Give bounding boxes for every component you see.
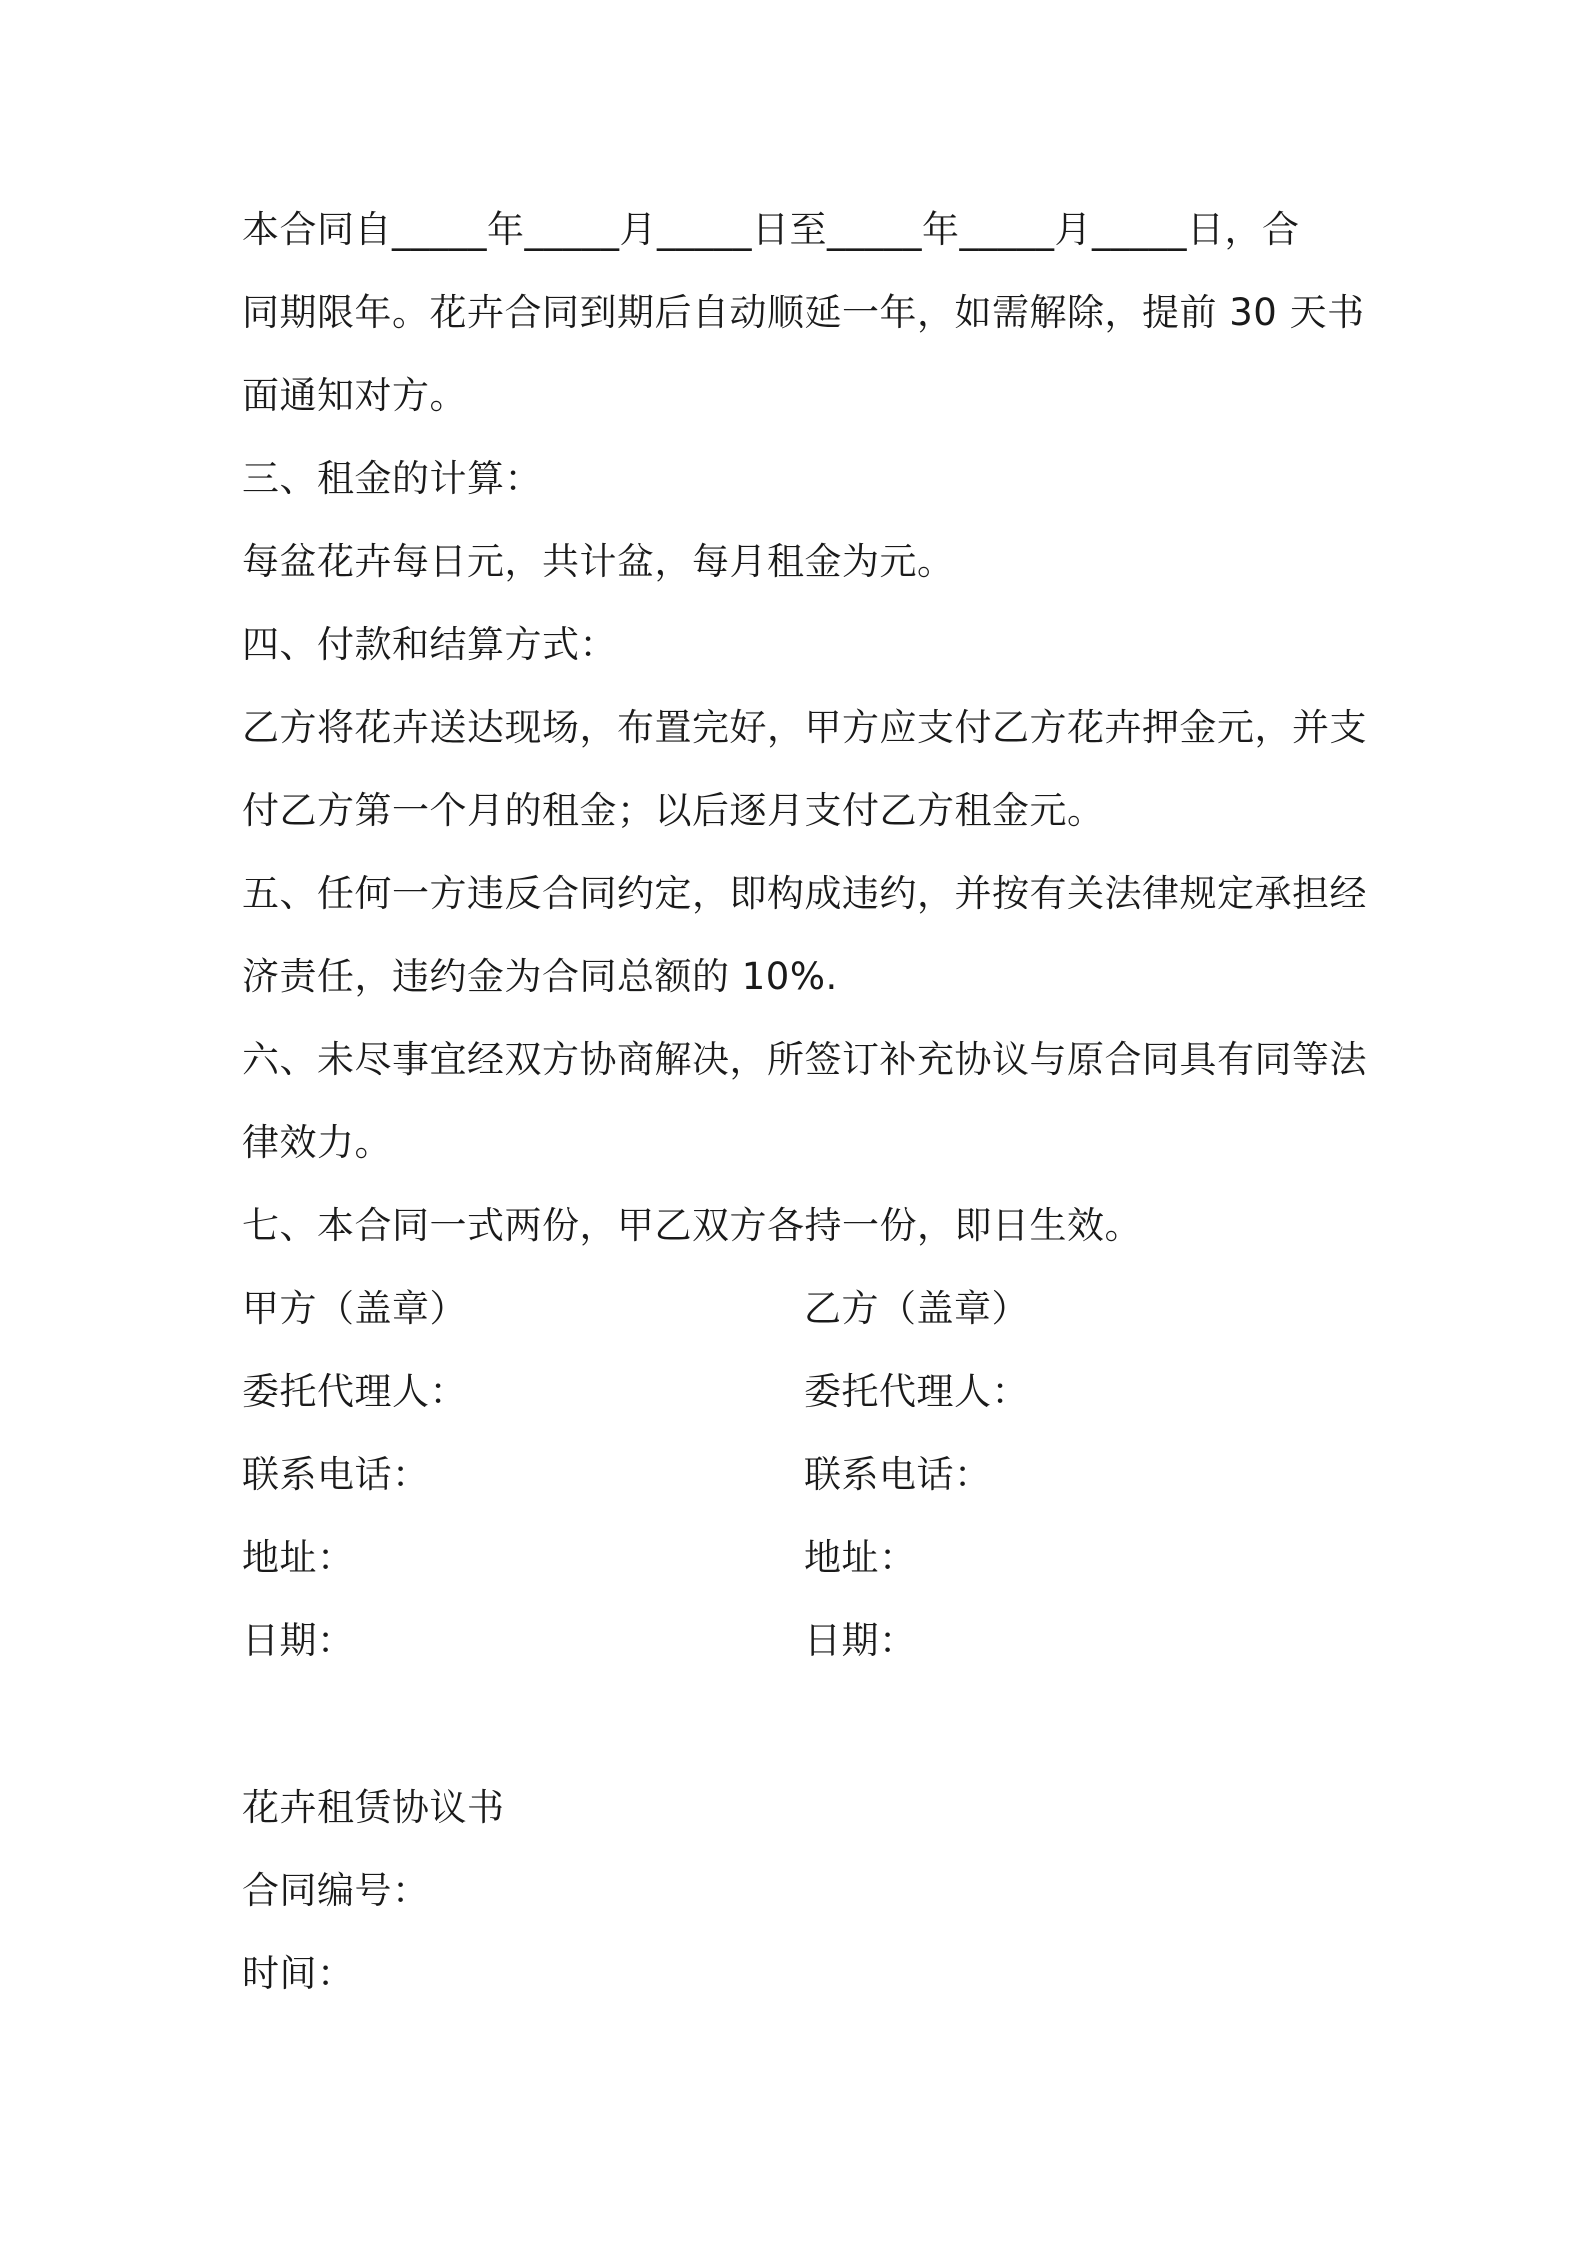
breach-line-1: 五、任何一方违反合同约定，即构成违约，并按有关法律规定承担经 xyxy=(242,872,1367,915)
party-b-phone: 联系电话： xyxy=(804,1453,992,1496)
payment-line-2: 付乙方第一个月的租金；以后逐月支付乙方租金元。 xyxy=(242,789,1105,832)
contract-number-label: 合同编号： xyxy=(242,1869,430,1912)
payment-line-1: 乙方将花卉送达现场，布置完好，甲方应支付乙方花卉押金元，并支 xyxy=(242,706,1367,749)
party-a-address: 地址： xyxy=(242,1536,355,1579)
term-line-3: 面通知对方。 xyxy=(242,374,467,417)
party-a-phone: 联系电话： xyxy=(242,1453,430,1496)
party-a-date: 日期： xyxy=(242,1619,355,1662)
party-b-agent: 委托代理人： xyxy=(804,1370,1029,1413)
time-label: 时间： xyxy=(242,1952,355,1995)
party-a-agent: 委托代理人： xyxy=(242,1370,467,1413)
party-b-seal: 乙方（盖章） xyxy=(804,1287,1029,1330)
copies-clause: 七、本合同一式两份，甲乙双方各持一份，即日生效。 xyxy=(242,1204,1142,1247)
section-rent-heading: 三、租金的计算： xyxy=(242,457,542,500)
party-b-address: 地址： xyxy=(804,1536,917,1579)
misc-line-2: 律效力。 xyxy=(242,1121,392,1164)
misc-line-1: 六、未尽事宜经双方协商解决，所签订补充协议与原合同具有同等法 xyxy=(242,1038,1367,1081)
term-line-1: 本合同自_____年_____月_____日至_____年_____月_____日，合 xyxy=(242,208,1300,251)
rent-calc-text: 每盆花卉每日元，共计盆，每月租金为元。 xyxy=(242,540,955,583)
breach-line-2: 济责任，违约金为合同总额的 10%. xyxy=(242,955,838,998)
next-doc-title: 花卉租赁协议书 xyxy=(242,1786,505,1829)
section-payment-heading: 四、付款和结算方式： xyxy=(242,623,617,666)
party-b-date: 日期： xyxy=(804,1619,917,1662)
term-line-2: 同期限年。花卉合同到期后自动顺延一年，如需解除，提前 30 天书 xyxy=(242,291,1365,334)
party-a-seal: 甲方（盖章） xyxy=(242,1287,467,1330)
